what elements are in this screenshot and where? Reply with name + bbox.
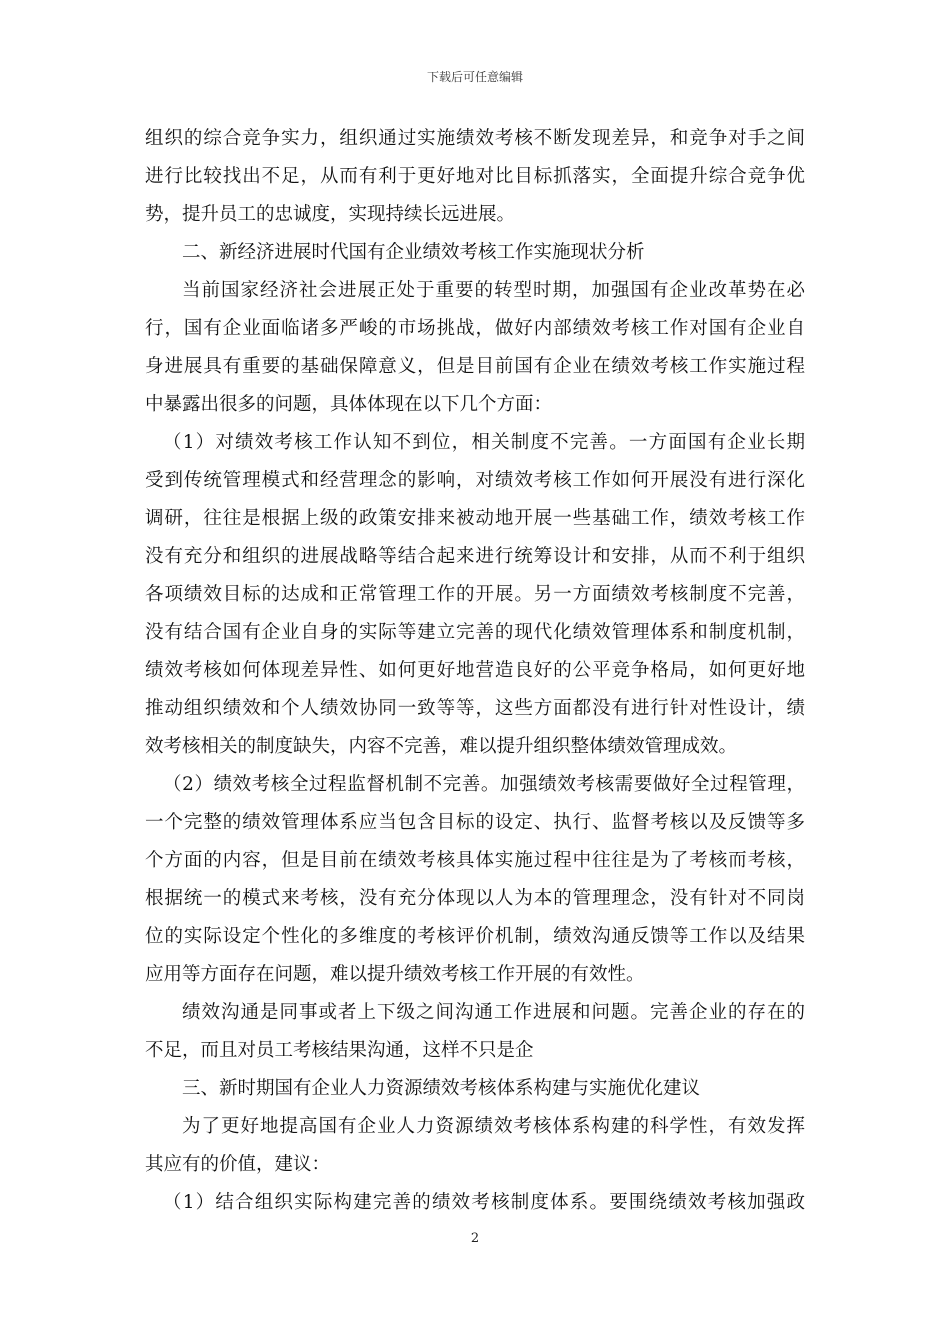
document-body (145, 120, 805, 1222)
paragraph-line: 一个完整的绩效管理体系应当包含目标的设定、执行、监督考核以及反馈等多 (145, 812, 805, 833)
paragraph-line: 绩效沟通是同事或者上下级之间沟通工作进展和问题。完善企业的存在的 (182, 1002, 805, 1023)
paragraph-line: （1）对绩效考核工作认知不到位，相关制度不完善。一方面国有企业长期 (163, 432, 805, 453)
paragraph-line: 应用等方面存在问题，难以提升绩效考核工作开展的有效性。 (145, 964, 645, 985)
section-heading: 三、新时期国有企业人力资源绩效考核体系构建与实施优化建议 (182, 1078, 701, 1099)
paragraph-line: 行，国有企业面临诸多严峻的市场挑战，做好内部绩效考核工作对国有企业自 (145, 318, 805, 339)
paragraph-line: 位的实际设定个性化的多维度的考核评价机制，绩效沟通反馈等工作以及结果 (145, 926, 805, 947)
paragraph-line: 进行比较找出不足，从而有利于更好地对比目标抓落实，全面提升综合竞争优 (145, 166, 805, 187)
paragraph-line: 效考核相关的制度缺失，内容不完善，难以提升组织整体绩效管理成效。 (145, 736, 738, 757)
paragraph-line: 调研，往往是根据上级的政策安排来被动地开展一些基础工作，绩效考核工作 (145, 508, 805, 529)
paragraph-line: 绩效考核如何体现差异性、如何更好地营造良好的公平竞争格局，如何更好地 (145, 660, 805, 681)
paragraph-line: 组织的综合竞争实力，组织通过实施绩效考核不断发现差异，和竞争对手之间 (145, 128, 805, 149)
paragraph-line: 当前国家经济社会进展正处于重要的转型时期，加强国有企业改革势在必 (182, 280, 805, 301)
paragraph-line: 中暴露出很多的问题，具体体现在以下几个方面： (145, 394, 553, 415)
paragraph-line: 根据统一的模式来考核，没有充分体现以人为本的管理理念，没有针对不同岗 (145, 888, 805, 909)
paragraph-line: 各项绩效目标的达成和正常管理工作的开展。另一方面绩效考核制度不完善， (145, 584, 805, 605)
paragraph-line: 身进展具有重要的基础保障意义，但是目前国有企业在绩效考核工作实施过程 (145, 356, 805, 377)
paragraph-line: 其应有的价值，建议： (145, 1154, 331, 1175)
section-heading: 二、新经济进展时代国有企业绩效考核工作实施现状分析 (182, 242, 645, 263)
paragraph-line: 个方面的内容，但是目前在绩效考核具体实施过程中往往是为了考核而考核， (145, 850, 805, 871)
page-header: 下载后可任意编辑 (426, 70, 523, 84)
paragraph-line: 势，提升员工的忠诚度，实现持续长远进展。 (145, 204, 516, 225)
paragraph-line: 为了更好地提高国有企业人力资源绩效考核体系构建的科学性，有效发挥 (182, 1116, 805, 1137)
paragraph-line: 没有结合国有企业自身的实际等建立完善的现代化绩效管理体系和制度机制， (145, 622, 805, 643)
page-number: 2 (470, 1231, 480, 1246)
paragraph-line: 推动组织绩效和个人绩效协同一致等等，这些方面都没有进行针对性设计，绩 (145, 698, 805, 719)
paragraph-line: 不足，而且对员工考核结果沟通，这样不只是企 (145, 1040, 534, 1061)
paragraph-line: （2）绩效考核全过程监督机制不完善。加强绩效考核需要做好全过程管理， (163, 774, 805, 795)
paragraph-line: 没有充分和组织的进展战略等结合起来进行统筹设计和安排，从而不利于组织 (145, 546, 805, 567)
paragraph-line: 受到传统管理模式和经营理念的影响，对绩效考核工作如何开展没有进行深化 (145, 470, 805, 491)
paragraph-line: （1）结合组织实际构建完善的绩效考核制度体系。要围绕绩效考核加强政 (163, 1192, 805, 1213)
